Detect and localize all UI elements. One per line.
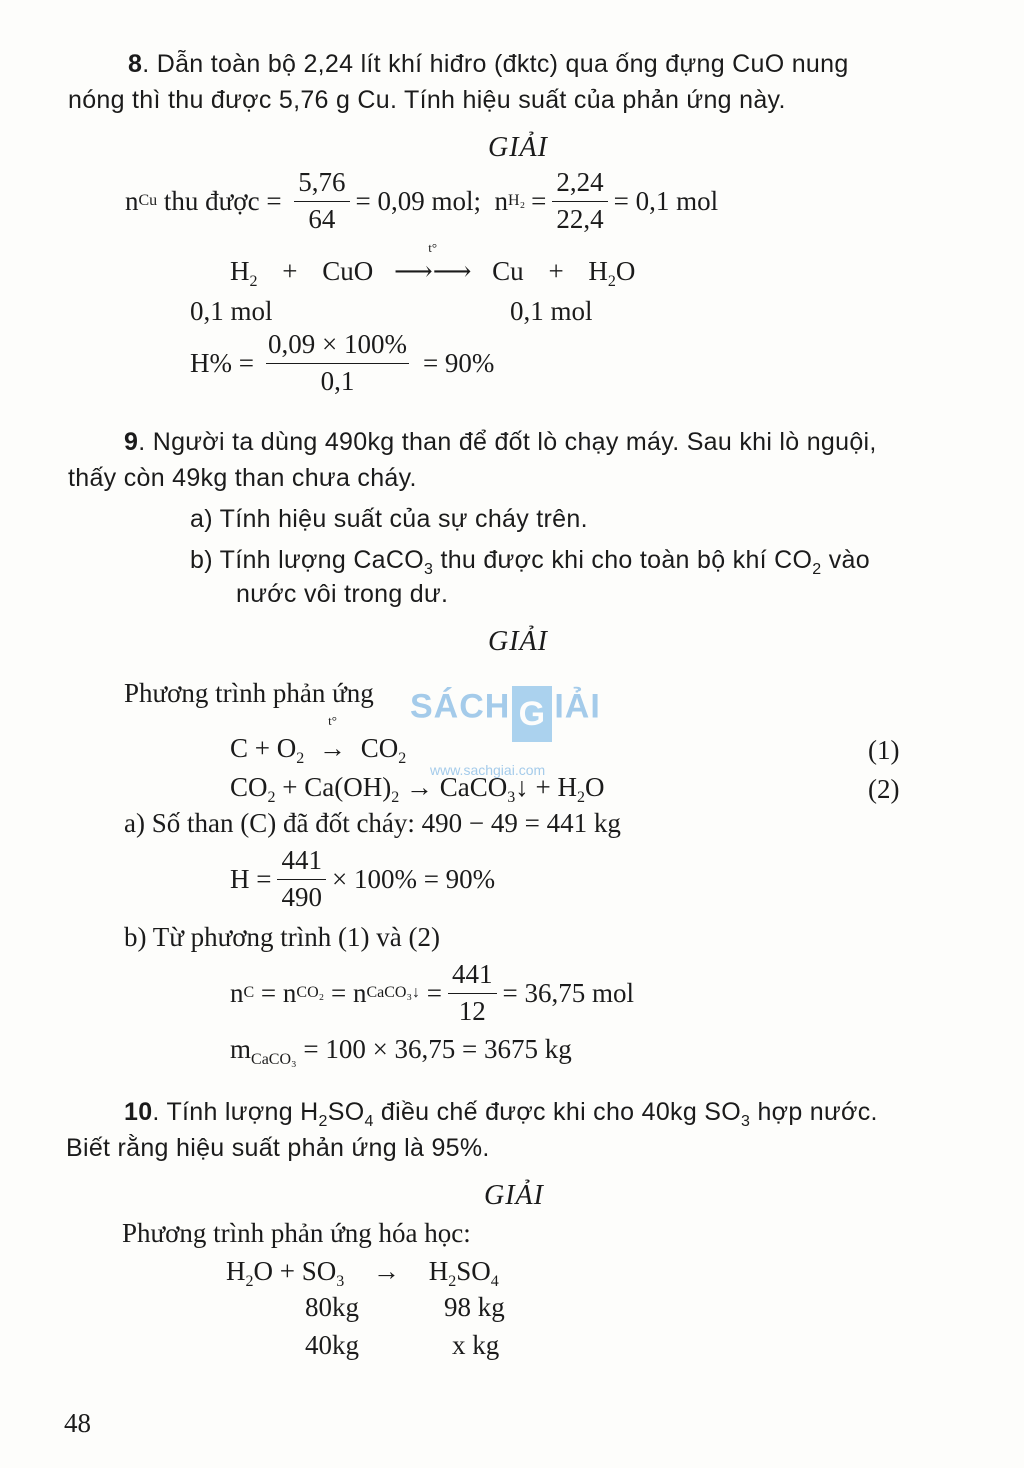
problem-text: . Dẫn toàn bộ 2,24 lít khí hiđro (đktc) qua ống đựng CuO nung	[142, 50, 849, 78]
fraction	[266, 330, 409, 396]
question-text: vào	[821, 546, 870, 574]
formula: CO	[360, 733, 399, 763]
subscript: 2	[318, 1113, 328, 1130]
mol-result: = 36,75 mol	[502, 977, 634, 1008]
equation-1	[230, 713, 407, 768]
formula: ↓ + H	[515, 772, 577, 802]
problem-10-line1	[124, 1098, 878, 1131]
subscript: C	[243, 984, 255, 1002]
fraction-denominator: 64	[308, 203, 336, 234]
problem-text: SO	[327, 1098, 365, 1126]
formula: C + O	[230, 733, 297, 763]
calc-text: = 0,09 mol; n	[355, 185, 509, 216]
mass-left: 80kg	[305, 1292, 359, 1322]
formula: n	[230, 977, 244, 1008]
watermark-box: G	[512, 686, 552, 742]
yield-result: = 90%	[422, 347, 495, 378]
formula: = 100 × 36,75 = 3675 kg	[296, 1034, 572, 1064]
problem-9-line2: thấy còn 49kg than chưa cháy.	[68, 464, 417, 492]
yield-result: × 100% = 90%	[331, 863, 496, 894]
formula: CuO	[322, 256, 374, 286]
formula: + Ca(OH)	[275, 772, 392, 802]
subscript: 3	[741, 1113, 751, 1130]
fraction-numerator: 441	[277, 846, 326, 880]
subscript: 2	[249, 273, 258, 290]
n-symbol: n	[125, 185, 139, 216]
answer-b-line: b) Từ phương trình (1) và (2)	[124, 922, 440, 952]
plus-sign: +	[282, 256, 298, 286]
equation-h2-cuo	[230, 240, 636, 291]
subscript: 2	[391, 789, 400, 806]
page-number: 48	[64, 1408, 91, 1438]
equation-2	[230, 772, 604, 807]
subscript: CaCO₃	[251, 1051, 297, 1068]
formula: → CaCO	[399, 772, 508, 802]
subscript: CaCO₃↓	[366, 984, 421, 1002]
fraction	[552, 168, 607, 234]
subscript: CO₂	[296, 984, 325, 1002]
mol-left: 0,1 mol	[190, 296, 273, 326]
formula: CO	[230, 772, 268, 802]
question-b	[190, 546, 870, 579]
problem-8-line2: nóng thì thu được 5,76 g Cu. Tính hiệu suất của phản ứng này.	[68, 86, 786, 114]
formula: m	[230, 1034, 252, 1064]
problem-9-line1	[124, 428, 877, 457]
subscript: 3	[424, 561, 434, 578]
fraction-denominator: 0,1	[320, 365, 355, 396]
problem-number: 10	[124, 1098, 153, 1126]
formula: Cu	[492, 256, 524, 286]
formula: O + SO	[253, 1256, 337, 1286]
question-text: b) Tính lượng CaCO	[190, 546, 424, 574]
problem-text: điều chế được khi cho 40kg SO	[373, 1098, 741, 1126]
problem-8-line1	[128, 50, 849, 79]
giai-heading: GIẢI	[484, 1180, 544, 1211]
problem-text: hợp nước.	[750, 1098, 878, 1126]
subscript: 2	[607, 273, 616, 290]
mol-right: 0,1 mol	[510, 296, 593, 326]
subscript: 2	[812, 561, 822, 578]
condition-label: t°	[328, 713, 337, 728]
n-subscript: H₂	[508, 192, 526, 210]
calc-text: = 0,1 mol	[613, 185, 719, 216]
watermark-url: www.sachgiai.com	[430, 762, 546, 778]
subscript: 2	[576, 789, 585, 806]
watermark-text: SÁCH	[410, 687, 511, 726]
giai-heading: GIẢI	[488, 626, 548, 657]
giai-heading: GIẢI	[488, 132, 548, 163]
subscript: 2	[267, 789, 276, 806]
subscript: 3	[507, 789, 516, 806]
mol-equality	[230, 960, 634, 1026]
problem-10-line2: Biết rằng hiệu suất phản ứng là 95%.	[66, 1134, 490, 1162]
subscript: 2	[245, 1273, 254, 1290]
mass-left: 40kg	[305, 1330, 359, 1360]
mass-right: 98 kg	[444, 1292, 505, 1322]
fraction	[294, 168, 349, 234]
mass-calc	[230, 1034, 572, 1069]
reaction-arrow-icon: →	[373, 1256, 400, 1286]
reaction-arrow-icon: t° ⟶⟶	[394, 240, 472, 286]
fraction-denominator: 12	[458, 995, 486, 1026]
fraction-denominator: 22,4	[556, 203, 604, 234]
plus-sign: +	[548, 256, 564, 286]
subscript: 2	[296, 750, 305, 767]
fraction	[277, 846, 326, 912]
problem-number: 9	[124, 428, 139, 456]
formula: O	[584, 772, 605, 802]
fraction	[448, 960, 497, 1026]
n-subscript: Cu	[138, 192, 158, 210]
problem-text: . Người ta dùng 490kg than để đốt lò chạy máy. Sau khi lò nguội,	[138, 428, 877, 456]
fraction-numerator: 441	[448, 960, 497, 994]
reaction-heading: Phương trình phản ứng	[124, 678, 374, 708]
subscript: 4	[490, 1273, 499, 1290]
subscript: 2	[398, 750, 407, 767]
fraction-denominator: 490	[281, 881, 322, 912]
calc-text: thu được =	[157, 185, 289, 216]
fraction-numerator: 0,09 × 100%	[266, 330, 409, 364]
formula: SO	[456, 1256, 491, 1286]
question-text: thu được khi cho toàn bộ khí CO	[433, 546, 813, 574]
yield-calc	[190, 330, 494, 396]
watermark-text: IẢI	[554, 687, 601, 726]
equation-number: (1)	[868, 735, 900, 765]
formula: = n	[324, 977, 367, 1008]
fraction-numerator: 5,76	[294, 168, 349, 202]
question-b-cont: nước vôi trong dư.	[236, 580, 449, 608]
fraction-numerator: 2,24	[552, 168, 607, 202]
formula: H	[226, 1256, 246, 1286]
answer-a-line: a) Số than (C) đã đốt cháy: 490 − 49 = 441 kg	[124, 808, 621, 838]
formula: = n	[254, 977, 297, 1008]
formula: H	[428, 1256, 449, 1286]
problem-text: . Tính lượng H	[152, 1098, 319, 1126]
condition-label: t°	[428, 240, 438, 255]
watermark-logo	[410, 686, 601, 778]
yield-label: H% =	[190, 347, 254, 378]
subscript: 3	[336, 1273, 345, 1290]
subscript: 2	[448, 1273, 457, 1290]
formula: H	[588, 256, 608, 286]
problem-number: 8	[128, 50, 143, 78]
yield-calc	[230, 846, 495, 912]
mass-right: x kg	[452, 1330, 500, 1360]
mol-calc-line: n Cu thu được = $\frac{5,76}{64}$ = 0,09 mol; n H₂ = $\frac{2,24}{22,4}$ = 0,1 mol	[125, 167, 719, 234]
formula: O	[615, 256, 636, 286]
question-a: a) Tính hiệu suất của sự cháy trên.	[190, 505, 588, 533]
formula: =	[420, 977, 443, 1008]
formula: H	[230, 256, 250, 286]
equation-so3	[226, 1256, 499, 1291]
reaction-heading: Phương trình phản ứng hóa học:	[122, 1218, 471, 1248]
yield-label: H =	[230, 863, 272, 894]
subscript: 4	[364, 1113, 374, 1130]
reaction-arrow-icon: t° →	[318, 713, 346, 763]
equation-number: (2)	[868, 774, 900, 804]
